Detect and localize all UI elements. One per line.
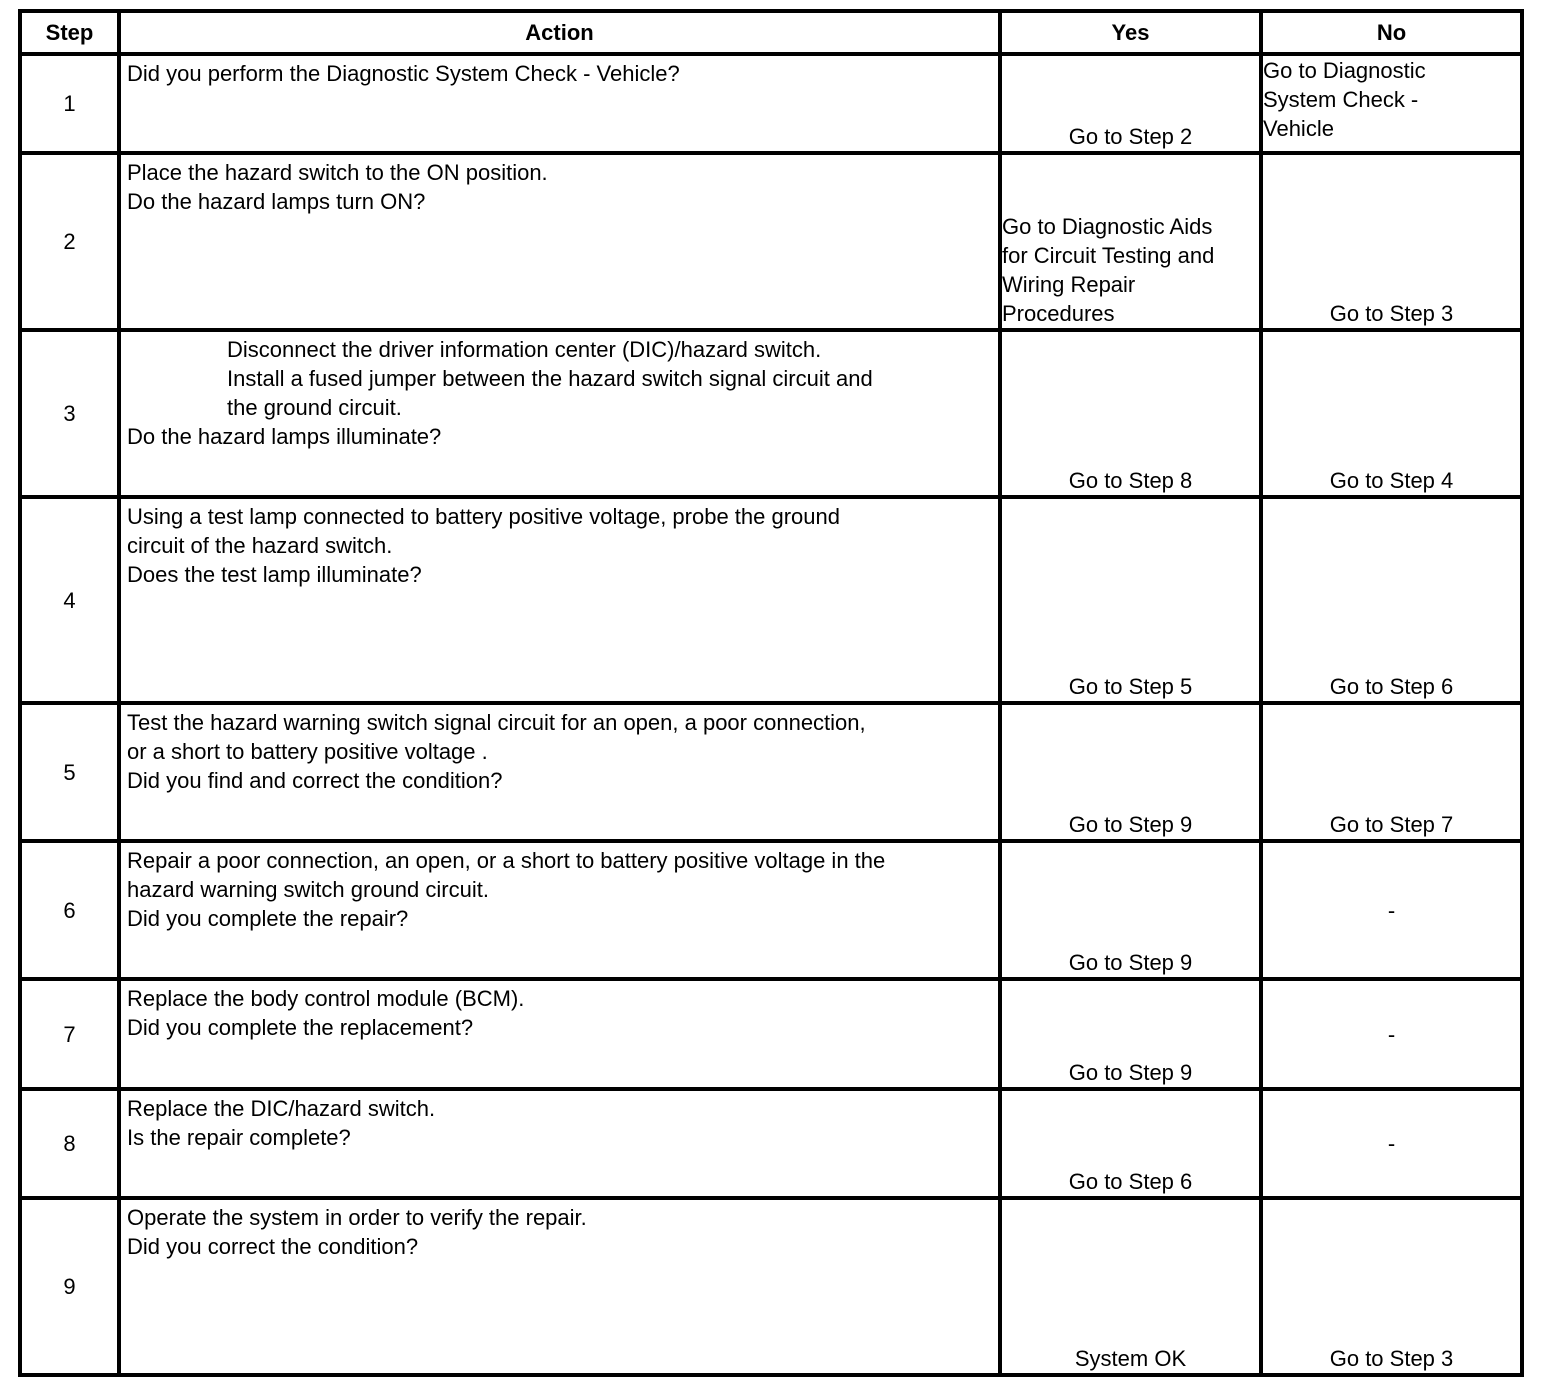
table-row-step-1 [20,54,1522,153]
no-cell: Go to Step 6 [1261,497,1522,703]
step-number: 5 [20,703,119,841]
action-cell [119,1089,1000,1198]
action-line: Disconnect the driver information center (DIC)/hazard switch. [227,337,822,362]
table-row-step-4 [20,497,1522,703]
action-cell [119,54,1000,153]
action-question: Do the hazard lamps illuminate? [127,424,442,449]
step-number: 7 [20,979,119,1089]
action-text [127,1094,992,1123]
action-cell [119,841,1000,979]
action-cell [119,703,1000,841]
table-row-step-5 [20,703,1522,841]
table-row-step-7 [20,979,1522,1089]
table-row-step-8 [20,1089,1522,1198]
no-cell: - [1261,841,1522,979]
action-question: Does the test lamp illuminate? [127,562,422,587]
action-line: Place the hazard switch to the ON position. [127,160,548,185]
yes-cell: Go to Step 5 [1000,497,1261,703]
action-line: or a short to battery positive voltage . [127,739,488,764]
action-text [127,846,992,904]
yes-line: Wiring Repair [1002,272,1136,297]
header-yes: Yes [1000,11,1261,54]
action-question: Did you correct the condition? [127,1234,419,1259]
yes-cell: Go to Step 9 [1000,841,1261,979]
yes-cell: System OK [1000,1198,1261,1375]
action-text [127,708,992,766]
no-cell: Go to Step 7 [1261,703,1522,841]
no-line: System Check - [1263,87,1419,112]
no-cell: - [1261,1089,1522,1198]
action-text [127,158,992,187]
step-number: 1 [20,54,119,153]
table-row-step-3 [20,330,1522,497]
yes-cell: Go to Step 6 [1000,1089,1261,1198]
action-cell [119,153,1000,330]
action-line: Test the hazard warning switch signal circuit for an open, a poor connection, [127,710,866,735]
action-question: Did you complete the replacement? [127,1015,474,1040]
action-line: Operate the system in order to verify the repair. [127,1205,587,1230]
yes-line: Go to Diagnostic Aids [1002,214,1213,239]
action-line: Did you perform the Diagnostic System Check - Vehicle? [127,61,680,86]
step-number: 9 [20,1198,119,1375]
yes-cell: Go to Step 9 [1000,703,1261,841]
action-text [127,1203,992,1232]
action-line: Using a test lamp connected to battery positive voltage, probe the ground [127,504,840,529]
table-row-step-9 [20,1198,1522,1375]
action-sub-steps [127,335,992,422]
step-number: 8 [20,1089,119,1198]
action-line: Replace the body control module (BCM). [127,986,525,1011]
action-line: the ground circuit. [227,395,402,420]
no-cell: Go to Step 3 [1261,153,1522,330]
no-cell [1261,54,1522,153]
action-text [127,502,992,560]
yes-cell: Go to Step 9 [1000,979,1261,1089]
diagnostic-table [18,9,1524,1377]
action-cell [119,979,1000,1089]
action-cell [119,330,1000,497]
yes-cell: Go to Step 2 [1000,54,1261,153]
table-row-step-2 [20,153,1522,330]
yes-cell [1000,153,1261,330]
no-line: Go to Diagnostic [1263,58,1426,83]
no-cell: - [1261,979,1522,1089]
action-text [127,984,992,1013]
yes-line: for Circuit Testing and [1002,243,1215,268]
step-number: 6 [20,841,119,979]
action-question: Do the hazard lamps turn ON? [127,189,426,214]
action-question: Did you find and correct the condition? [127,768,503,793]
header-action: Action [119,11,1000,54]
action-question: Is the repair complete? [127,1125,351,1150]
table-row-step-6 [20,841,1522,979]
action-line: Repair a poor connection, an open, or a short to battery positive voltage in the [127,848,886,873]
header-row [20,11,1522,54]
header-no: No [1261,11,1522,54]
step-number: 3 [20,330,119,497]
action-text [127,59,992,88]
action-question: Did you complete the repair? [127,906,409,931]
action-cell [119,1198,1000,1375]
yes-line: Procedures [1002,301,1115,326]
step-number: 2 [20,153,119,330]
action-line: Install a fused jumper between the hazard switch signal circuit and [227,366,873,391]
no-cell: Go to Step 3 [1261,1198,1522,1375]
no-cell: Go to Step 4 [1261,330,1522,497]
action-line: Replace the DIC/hazard switch. [127,1096,436,1121]
action-cell [119,497,1000,703]
action-line: circuit of the hazard switch. [127,533,393,558]
header-step: Step [20,11,119,54]
step-number: 4 [20,497,119,703]
yes-cell: Go to Step 8 [1000,330,1261,497]
no-line: Vehicle [1263,116,1334,141]
action-line: hazard warning switch ground circuit. [127,877,489,902]
